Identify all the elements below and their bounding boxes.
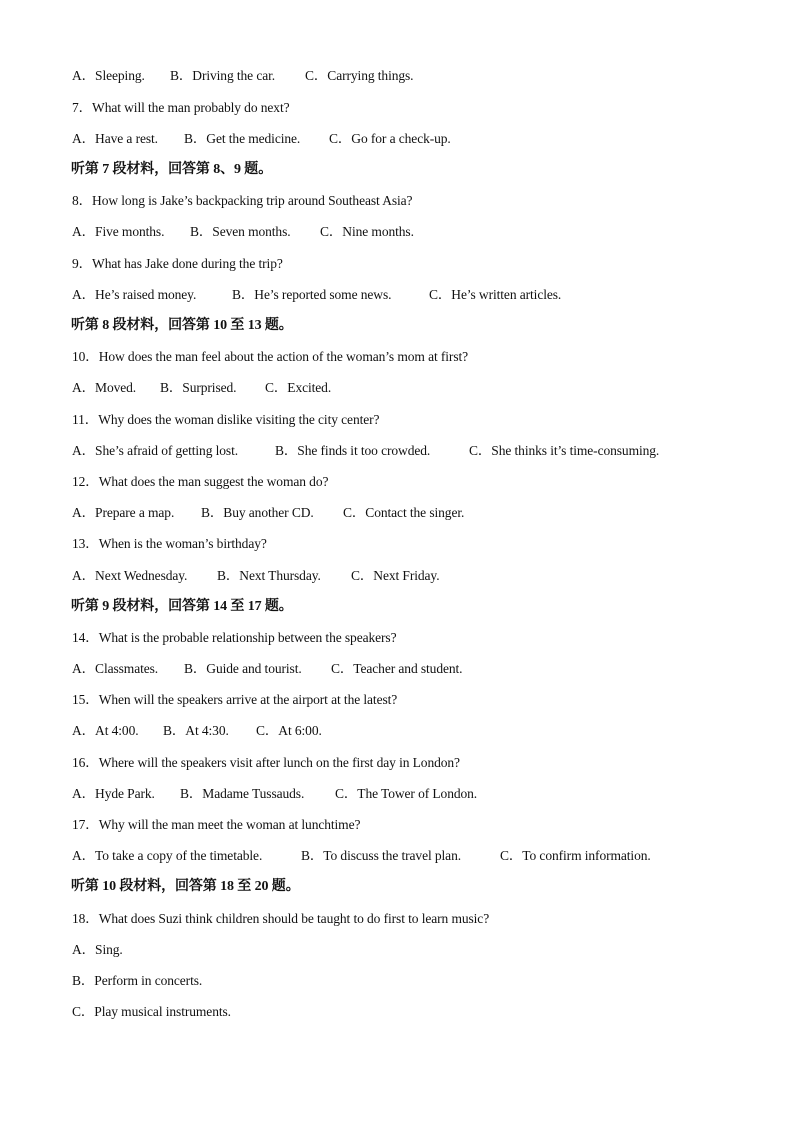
option-line — [72, 68, 732, 86]
answer-option: C．At 6:00. — [256, 723, 322, 738]
option-line — [72, 786, 732, 804]
question-line: 8．How long is Jake’s backpacking trip around Southeast Asia? — [72, 193, 413, 208]
question-line: 17．Why will the man meet the woman at lunchtime? — [72, 817, 361, 832]
answer-option: B．Buy another CD. — [201, 505, 314, 520]
section-heading: 听第 8 段材料，回答第 10 至 13 题。 — [71, 318, 293, 333]
answer-option: C．The Tower of London. — [335, 786, 478, 801]
section-heading: 听第 10 段材料，回答第 18 至 20 题。 — [71, 879, 300, 894]
answer-option: A．Sleeping. — [72, 68, 145, 83]
answer-option: B．Guide and tourist. — [184, 661, 302, 676]
question-line: 14．What is the probable relationship between the speakers? — [72, 630, 397, 645]
answer-option: B．Madame Tussauds. — [180, 786, 305, 801]
question-line: 16．Where will the speakers visit after lunch on the first day in London? — [72, 755, 460, 770]
question-line: 18．What does Suzi think children should be taught to do first to learn music? — [72, 911, 490, 926]
option-line — [72, 224, 732, 242]
answer-option: C．Contact the singer. — [343, 505, 465, 520]
option-line — [72, 568, 732, 586]
answer-option: C．Nine months. — [320, 224, 414, 239]
question-line: 10．How does the man feel about the action of the woman’s mom at first? — [72, 349, 469, 364]
answer-option: C．Go for a check-up. — [329, 131, 451, 146]
option-line — [72, 723, 732, 741]
answer-option: A．Moved. — [72, 380, 137, 395]
option-line — [72, 848, 732, 866]
answer-option: C．Carrying things. — [305, 68, 414, 83]
question-line: A．Sing. — [72, 942, 123, 957]
question-line: 11．Why does the woman dislike visiting the city center? — [72, 412, 380, 427]
answer-option: B．Driving the car. — [170, 68, 276, 83]
answer-option: C．He’s written articles. — [429, 287, 562, 302]
answer-option: B．To discuss the travel plan. — [301, 848, 462, 863]
answer-option: C．Teacher and student. — [331, 661, 463, 676]
answer-option: B．She finds it too crowded. — [275, 443, 431, 458]
answer-option: A．Hyde Park. — [72, 786, 155, 801]
question-line: 9．What has Jake done during the trip? — [72, 256, 283, 271]
option-line — [72, 505, 732, 523]
option-line — [72, 131, 732, 149]
answer-option: A．Next Wednesday. — [72, 568, 188, 583]
section-heading: 听第 9 段材料，回答第 14 至 17 题。 — [71, 599, 293, 614]
answer-option: C．Next Friday. — [351, 568, 440, 583]
question-line: 7．What will the man probably do next? — [72, 100, 290, 115]
answer-option: B．Get the medicine. — [184, 131, 301, 146]
option-line — [72, 380, 732, 398]
section-heading: 听第 7 段材料，回答第 8、9 题。 — [71, 162, 273, 177]
answer-option: A．Classmates. — [72, 661, 159, 676]
answer-option: A．Have a rest. — [72, 131, 158, 146]
answer-option: B．He’s reported some news. — [232, 287, 392, 302]
answer-option: C．To confirm information. — [500, 848, 651, 863]
question-line: C．Play musical instruments. — [72, 1004, 231, 1019]
answer-option: A．She’s afraid of getting lost. — [72, 443, 238, 458]
answer-option: B．Seven months. — [190, 224, 291, 239]
question-line: B．Perform in concerts. — [72, 973, 203, 988]
question-line: 12．What does the man suggest the woman do? — [72, 474, 329, 489]
answer-option: A．Prepare a map. — [72, 505, 175, 520]
answer-option: A．At 4:00. — [72, 723, 139, 738]
answer-option: B．Surprised. — [160, 380, 237, 395]
option-line — [72, 661, 732, 679]
question-line: 15．When will the speakers arrive at the airport at the latest? — [72, 692, 398, 707]
option-line — [72, 287, 732, 305]
answer-option: B．At 4:30. — [163, 723, 229, 738]
answer-option: A．He’s raised money. — [72, 287, 197, 302]
answer-option: C．She thinks it’s time-consuming. — [469, 443, 660, 458]
option-line — [72, 443, 732, 461]
answer-option: A．Five months. — [72, 224, 165, 239]
answer-option: B．Next Thursday. — [217, 568, 321, 583]
answer-option: A．To take a copy of the timetable. — [72, 848, 263, 863]
question-line: 13．When is the woman’s birthday? — [72, 536, 267, 551]
answer-option: C．Excited. — [265, 380, 332, 395]
